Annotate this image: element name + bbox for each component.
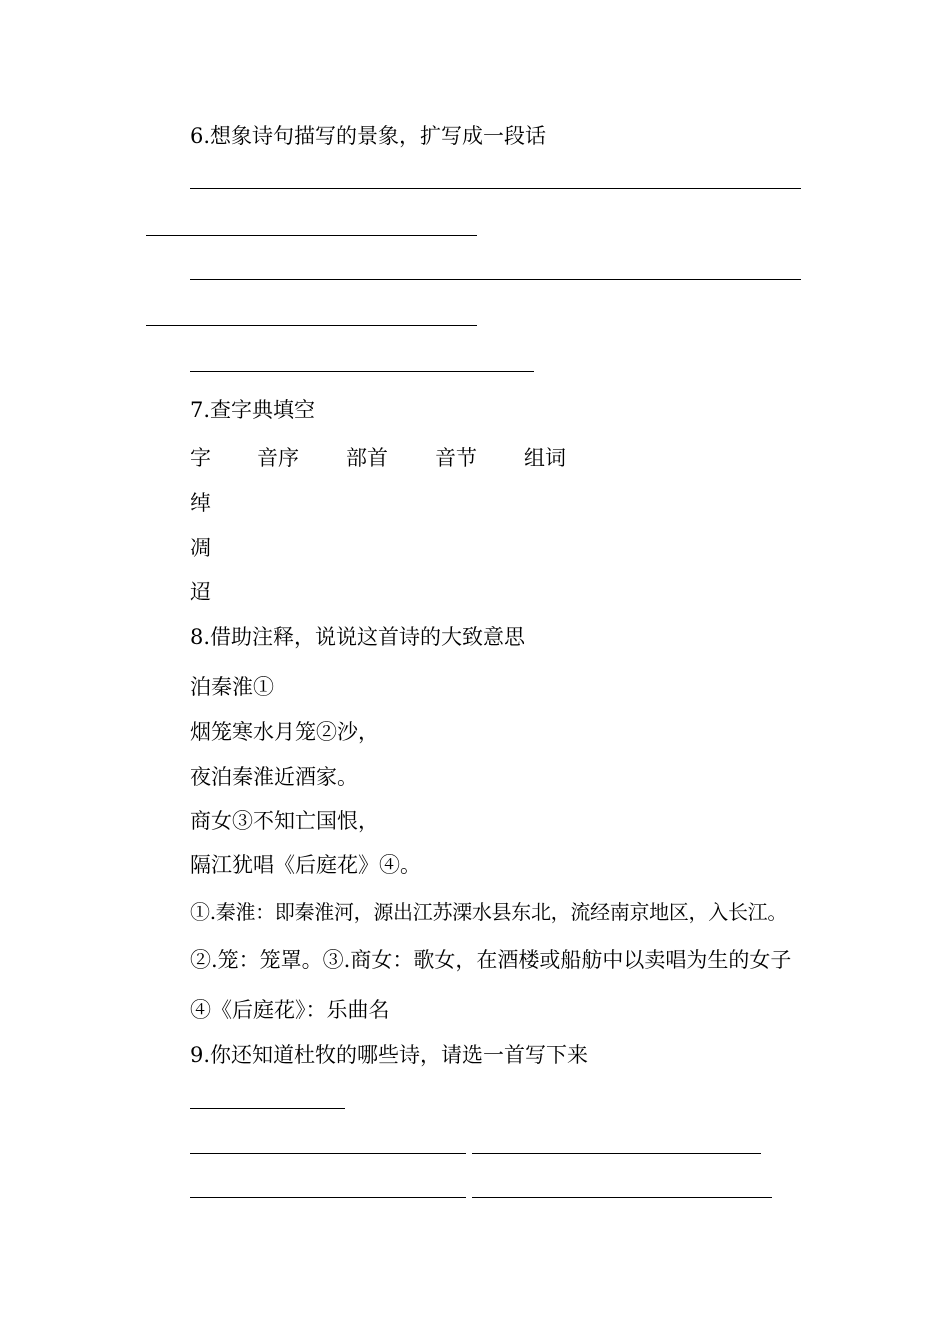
poem-line: 商女③不知亡国恨， xyxy=(190,809,379,833)
header-phonetic-order: 音序 xyxy=(257,446,299,470)
header-word-formation: 组词 xyxy=(524,446,566,470)
footnote: ②.笼：笼罩。③.商女：歌女，在酒楼或船舫中以卖唱为生的女子 xyxy=(190,948,792,972)
question-7-title: 7.查字典填空 xyxy=(190,398,316,422)
answer-blank-line[interactable] xyxy=(472,1197,772,1198)
header-radical: 部首 xyxy=(346,446,388,470)
dictionary-char-row: 绰 xyxy=(190,491,211,515)
answer-blank-line[interactable] xyxy=(190,1197,466,1198)
poem-line: 夜泊秦淮近酒家。 xyxy=(190,765,358,789)
poem-line: 烟笼寒水月笼②沙， xyxy=(190,720,379,744)
footnote: ①.秦淮：即秦淮河，源出江苏溧水县东北，流经南京地区，入长江。 xyxy=(190,900,788,924)
answer-blank-line[interactable] xyxy=(146,235,477,236)
answer-blank-line[interactable] xyxy=(190,1153,466,1154)
dictionary-char-row: 凋 xyxy=(190,536,211,560)
dictionary-char-row: 迢 xyxy=(190,580,211,604)
answer-blank-line[interactable] xyxy=(190,188,801,189)
answer-blank-line[interactable] xyxy=(190,1108,345,1109)
poem-title: 泊秦淮① xyxy=(190,675,274,699)
question-6-title: 6.想象诗句描写的景象，扩写成一段话 xyxy=(190,124,547,148)
question-8-title: 8.借助注释，说说这首诗的大致意思 xyxy=(190,625,526,649)
answer-blank-line[interactable] xyxy=(146,325,477,326)
answer-blank-line[interactable] xyxy=(472,1153,761,1154)
answer-blank-line[interactable] xyxy=(190,371,534,372)
header-syllable: 音节 xyxy=(435,446,477,470)
header-char: 字 xyxy=(190,446,211,470)
poem-line: 隔江犹唱《后庭花》④。 xyxy=(190,853,421,877)
footnote: ④《后庭花》：乐曲名 xyxy=(190,998,390,1022)
answer-blank-line[interactable] xyxy=(190,279,801,280)
question-9-title: 9.你还知道杜牧的哪些诗，请选一首写下来 xyxy=(190,1043,589,1067)
